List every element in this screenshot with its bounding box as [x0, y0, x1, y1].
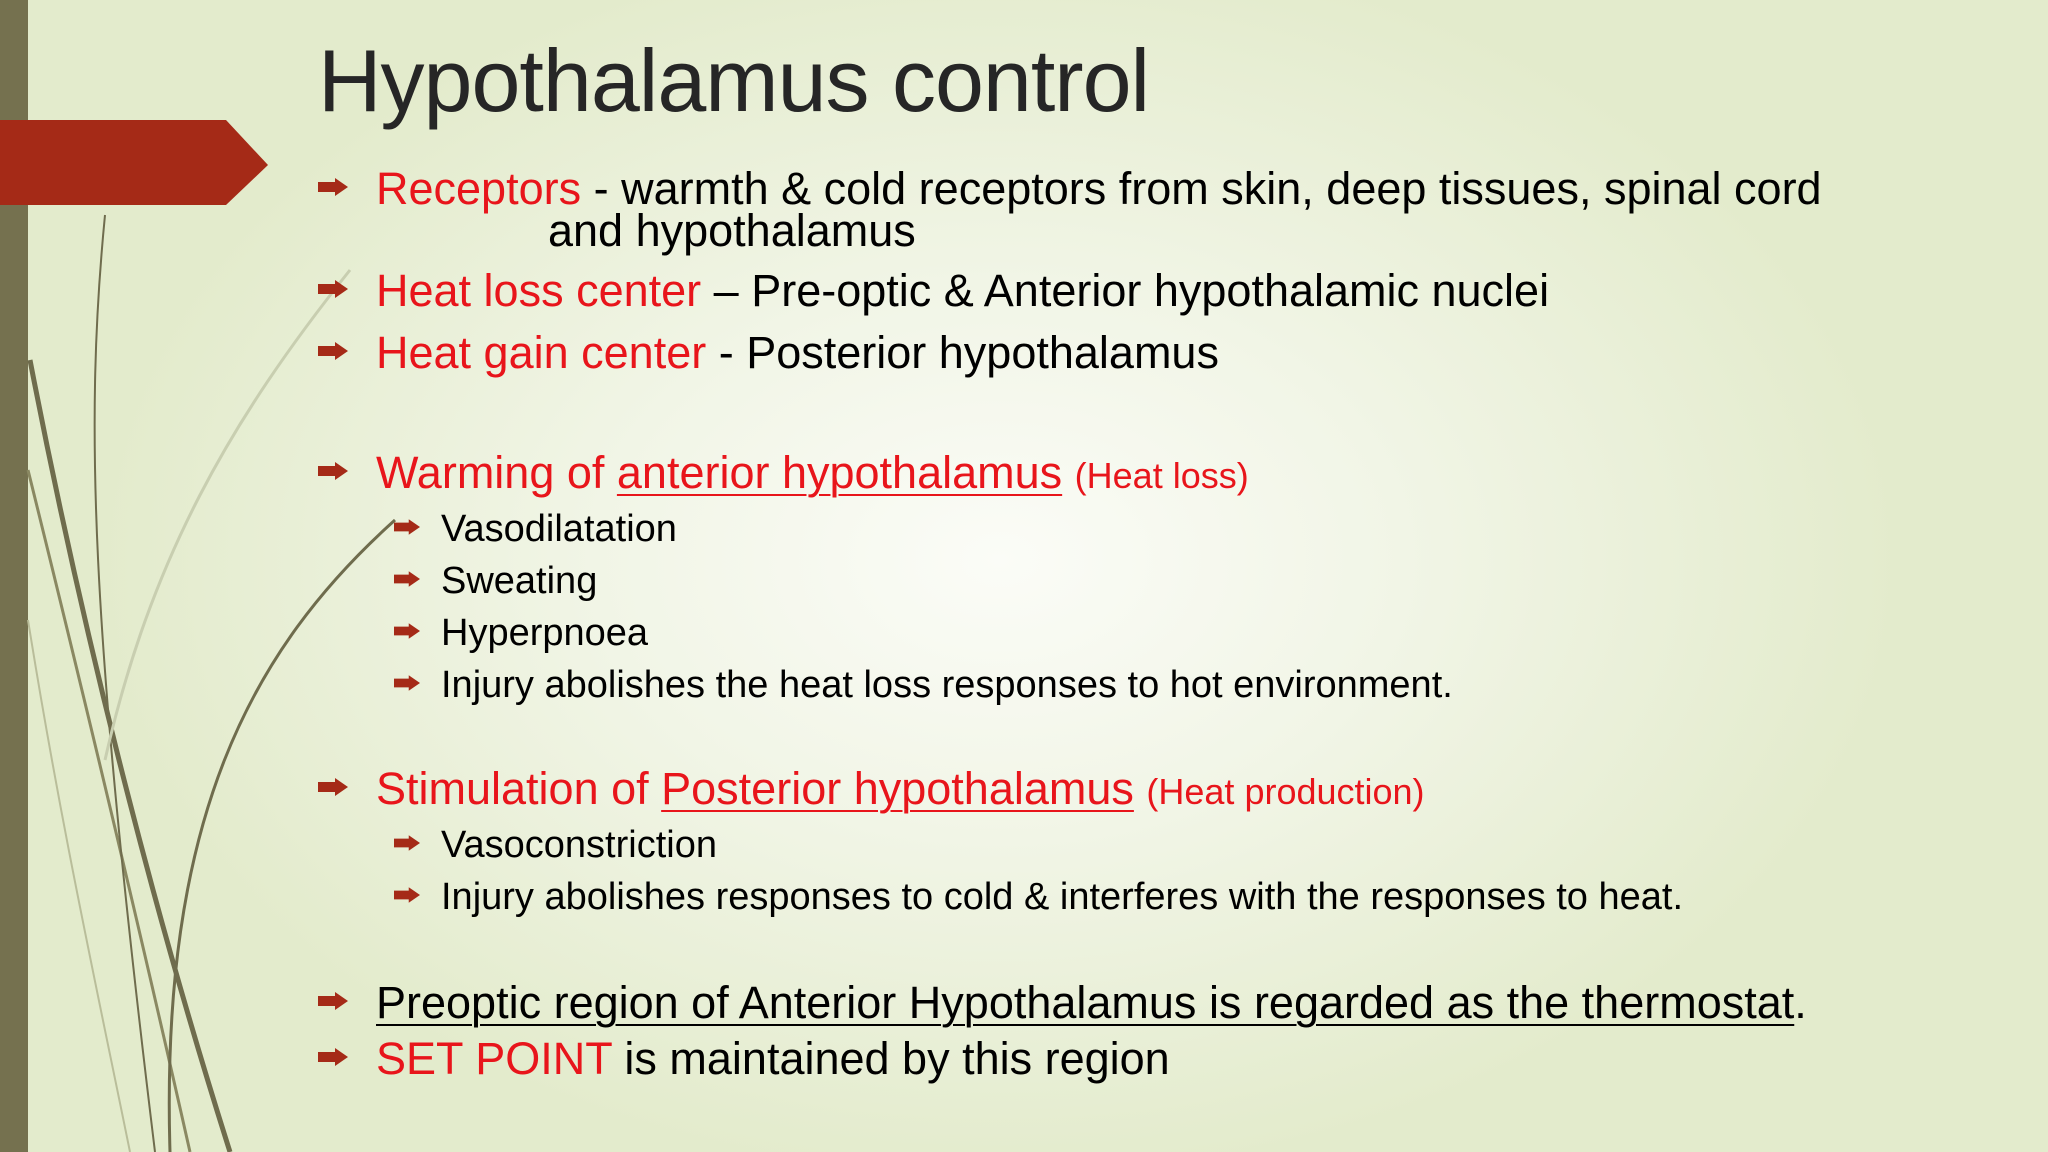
bullet-arrow-icon: [394, 571, 420, 587]
preoptic-region-period: .: [1794, 977, 1807, 1028]
set-point-heading: SET POINT: [376, 1033, 612, 1084]
decor-curve: [28, 620, 130, 1152]
title-accent-tab: [0, 120, 268, 205]
preoptic-region-text: Preoptic region of Anterior Hypothalamus is regarded as the thermostat: [376, 977, 1795, 1028]
bullet-arrow-icon: [394, 887, 420, 903]
slide-title: Hypothalamus control: [318, 31, 1150, 130]
sub-bullet-text: Sweating: [441, 560, 598, 602]
heat-loss-center-text: – Pre-optic & Anterior hypothalamic nuclei: [701, 265, 1550, 316]
sub-bullet-text: Vasoconstriction: [441, 824, 717, 866]
bullet-arrow-icon: [394, 835, 420, 851]
sub-bullet-text: Injury abolishes responses to cold & interferes with the responses to heat.: [441, 876, 1684, 918]
stimulation-posterior-hypothalamus: Posterior hypothalamus: [661, 763, 1134, 814]
bullet-arrow-icon: [318, 462, 348, 480]
receptors-continuation: and hypothalamus: [548, 205, 916, 256]
bullet-arrow-icon: [318, 778, 348, 796]
bullet-arrow-icon: [318, 992, 348, 1010]
warming-prefix: Warming of: [376, 447, 617, 498]
sub-bullet-text: Injury abolishes the heat loss responses to hot environment.: [441, 664, 1453, 706]
receptors-text: - warmth & cold receptors from skin, deep tissues, spinal cord: [581, 163, 1822, 214]
set-point-text: is maintained by this region: [611, 1033, 1170, 1084]
bullet-arrow-icon: [318, 280, 348, 298]
warming-note: (Heat loss): [1074, 455, 1249, 496]
decor-curve: [30, 360, 230, 1152]
heat-gain-center-heading: Heat gain center: [376, 327, 707, 378]
warming-anterior-hypothalamus: anterior hypothalamus: [616, 447, 1063, 498]
bullet-arrow-icon: [394, 519, 420, 535]
heat-loss-center-heading: Heat loss center: [376, 265, 702, 316]
receptors-heading: Receptors: [376, 163, 582, 214]
bullet-arrow-icon: [318, 178, 348, 196]
decor-curve: [105, 270, 350, 760]
sub-bullet-text: Vasodilatation: [441, 508, 677, 550]
bullet-arrow-icon: [318, 1048, 348, 1066]
stimulation-prefix: Stimulation of: [376, 763, 662, 814]
bullet-arrow-icon: [394, 623, 420, 639]
sub-bullet-text: Hyperpnoea: [441, 612, 649, 654]
stimulation-note: (Heat production): [1146, 771, 1425, 812]
decorative-sidebar: [0, 0, 420, 1152]
bullet-arrow-icon: [394, 675, 420, 691]
bullet-arrow-icon: [318, 342, 348, 360]
heat-gain-center-text: - Posterior hypothalamus: [706, 327, 1219, 378]
